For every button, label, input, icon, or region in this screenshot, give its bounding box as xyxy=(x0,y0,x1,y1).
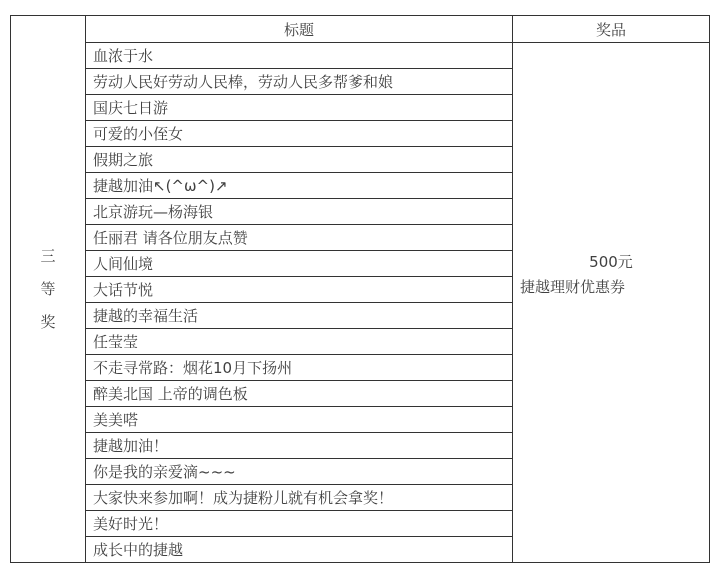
title-cell: 捷越加油！ xyxy=(86,433,513,459)
title-cell: 血浓于水 xyxy=(86,43,513,69)
prize-name: 捷越理财优惠券 xyxy=(520,277,626,296)
title-cell: 假期之旅 xyxy=(86,147,513,173)
title-cell: 美美嗒 xyxy=(86,407,513,433)
table-row xyxy=(11,43,710,69)
title-cell: 捷越加油↖(^ω^)↗ xyxy=(86,173,513,199)
prize-column-header: 奖品 xyxy=(513,16,710,43)
prize-cell xyxy=(513,43,710,563)
title-cell: 人间仙境 xyxy=(86,251,513,277)
prize-amount: 500元 xyxy=(589,252,633,271)
title-cell: 大家快来参加啊！成为捷粉儿就有机会拿奖！ xyxy=(86,485,513,511)
prize-table xyxy=(10,15,710,563)
prize-table-container xyxy=(10,15,710,563)
title-cell: 成长中的捷越 xyxy=(86,537,513,563)
title-cell: 大话节悦 xyxy=(86,277,513,303)
title-cell: 你是我的亲爱滴~~~ xyxy=(86,459,513,485)
title-cell: 任丽君 请各位朋友点赞 xyxy=(86,225,513,251)
title-cell: 任莹莹 xyxy=(86,329,513,355)
prize-table-body xyxy=(11,16,710,563)
title-cell: 劳动人民好劳动人民棒，劳动人民多帮爹和娘 xyxy=(86,69,513,95)
tier-label: 三等奖 xyxy=(40,246,56,331)
title-cell: 北京游玩—杨海银 xyxy=(86,199,513,225)
title-cell: 不走寻常路：烟花10月下扬州 xyxy=(86,355,513,381)
title-cell: 可爱的小侄女 xyxy=(86,121,513,147)
title-column-header: 标题 xyxy=(86,16,513,43)
title-cell: 美好时光！ xyxy=(86,511,513,537)
header-row xyxy=(11,16,710,43)
title-cell: 醉美北国 上帝的调色板 xyxy=(86,381,513,407)
title-cell: 捷越的幸福生活 xyxy=(86,303,513,329)
prize-block xyxy=(513,250,709,300)
title-cell: 国庆七日游 xyxy=(86,95,513,121)
tier-cell xyxy=(11,16,86,563)
